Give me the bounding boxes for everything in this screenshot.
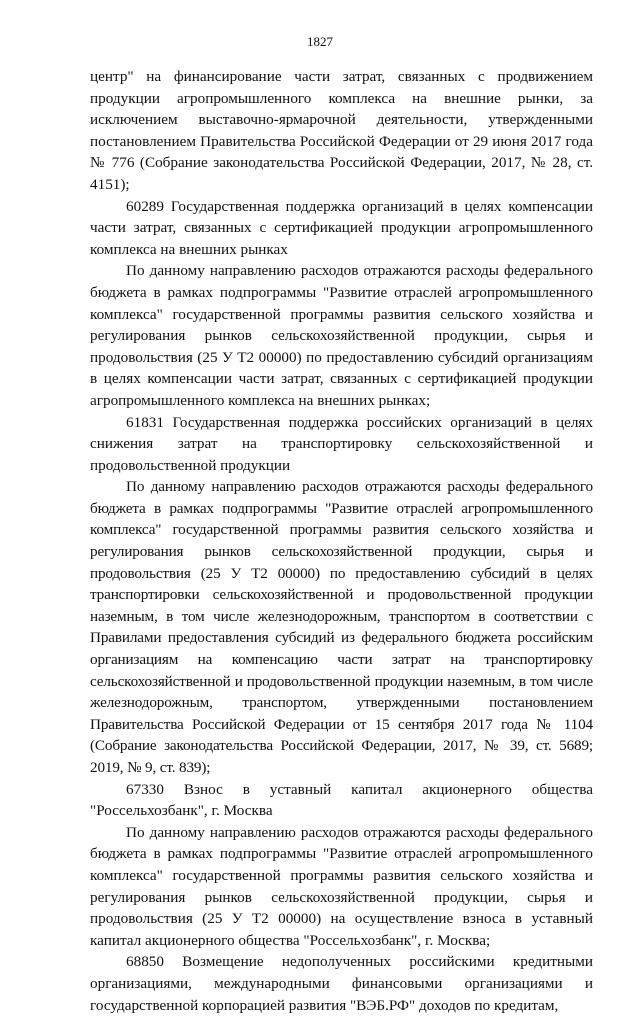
- paragraph-continuation: центр" на финансирование части затрат, связанных с продвижением продукции агропромышленного комплекса на внешние рынки, за исключением выставочно-ярмарочной деятельности, утвержденными постановлением Правительства Российской Федерации от 29 июня 2017 года № 776 (Собрание законодательства Российской Федерации, 2017, № 28, ст. 4151);: [90, 68, 593, 193]
- document-body: [90, 66, 593, 1016]
- paragraph-code-60289: 60289 Государственная поддержка организаций в целях компенсации части затрат, связанных с сертификацией продукции агропромышленного комплекса на внешних рынках: [90, 197, 593, 258]
- page-number: 1827: [307, 34, 333, 49]
- paragraph-code-67330: 67330 Взнос в уставный капитал акционерного общества "Россельхозбанк", г. Москва: [90, 780, 593, 820]
- paragraph-code-61831: 61831 Государственная поддержка российских организаций в целях снижения затрат на транспортировку сельскохозяйственной и продовольственной продукции: [90, 413, 593, 474]
- paragraph-description-61831: По данному направлению расходов отражаются расходы федерального бюджета в рамках подпрограммы "Развитие отраслей агропромышленного комплекса" государственной программы развития сельского хозяйства и регулирования рынков сельскохозяйственной продукции, сырья и продовольствия (25 У Т2 00000) по предоставлению субсидий в целях транспортировки сельскохозяйственной и продовольственной продукции наземным, в том числе железнодорожным, транспортом в соответствии с Правилами предоставления субсидий из федерального бюджета российским организациям на компенсацию части затрат на транспортировку сельскохозяйственной и продовольственной продукции наземным, в том числе железнодорожным, транспортом, утвержденными постановлением Правительства Российской Федерации от 15 сентября 2017 года № 1104 (Собрание законодательства Российской Федерации, 2017, № 39, ст. 5689; 2019, № 9, ст. 839);: [90, 478, 593, 776]
- paragraph-description-60289: По данному направлению расходов отражаются расходы федерального бюджета в рамках подпрограммы "Развитие отраслей агропромышленного комплекса" государственной программы развития сельского хозяйства и регулирования рынков сельскохозяйственной продукции, сырья и продовольствия (25 У Т2 00000) по предоставлению субсидий организациям в целях компенсации части затрат, связанных с сертификацией продукции агропромышленного комплекса на внешних рынках;: [90, 262, 593, 409]
- paragraph-description-67330: По данному направлению расходов отражаются расходы федерального бюджета в рамках подпрограммы "Развитие отраслей агропромышленного комплекса" государственной программы развития сельского хозяйства и регулирования рынков сельскохозяйственной продукции, сырья и продовольствия (25 У Т2 00000) на осуществление взноса в уставный капитал акционерного общества "Россельхозбанк", г. Москва;: [90, 823, 593, 949]
- paragraph-code-68850: 68850 Возмещение недополученных российскими кредитными организациями, международными финансовыми организациями и государственной корпорацией развития "ВЭБ.РФ" доходов по кредитам,: [90, 953, 593, 1014]
